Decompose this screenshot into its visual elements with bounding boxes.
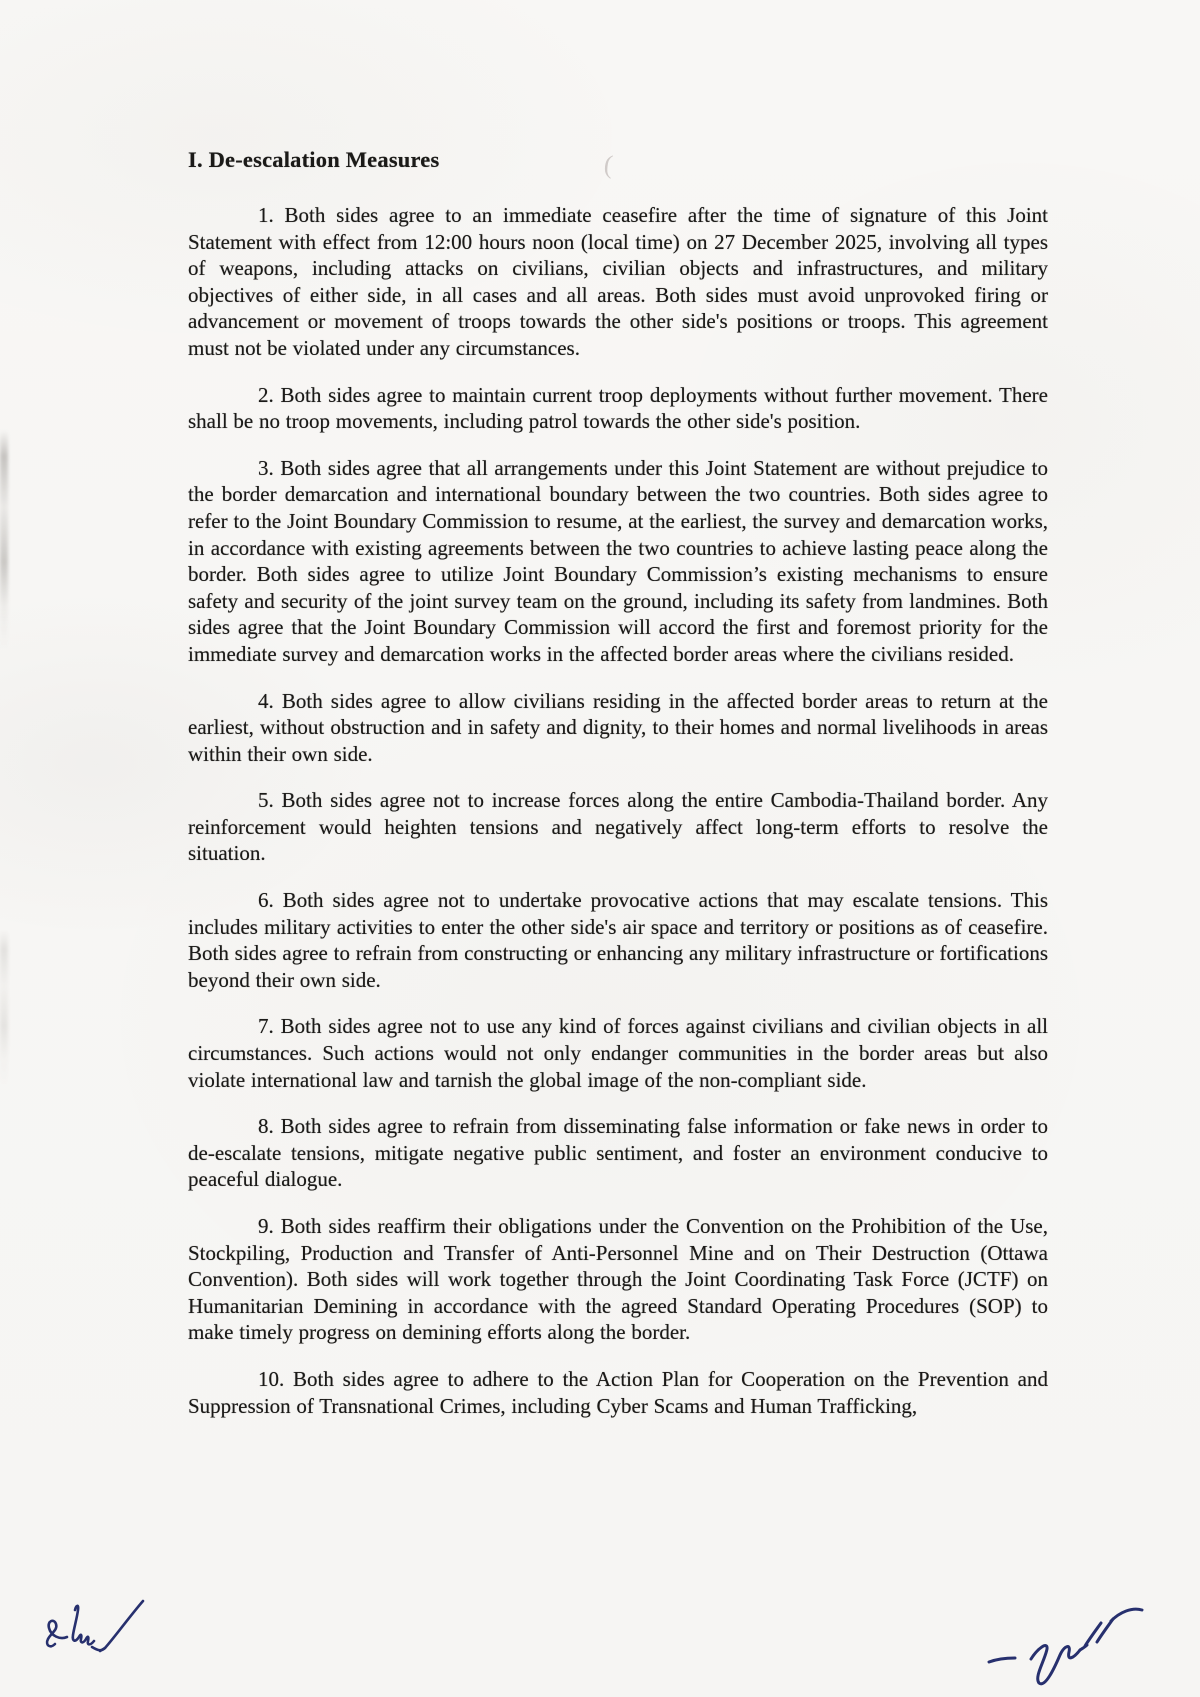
paragraph-4: 4. Both sides agree to allow civilians residing in the affected border areas to return at the earliest, without obstruction and in safety and dignity, to their homes and normal livelihoods in areas within their own side. [188, 688, 1048, 766]
paragraph-8: 8. Both sides agree to refrain from disseminating false information or fake news in order to de-escalate tensions, mitigate negative public sentiment, and foster an environment conducive to peaceful dialogue. [188, 1114, 1048, 1192]
section-heading: I. De-escalation Measures [188, 147, 440, 172]
scan-edge-smudge [0, 430, 8, 650]
signature-initials-right [984, 1596, 1149, 1694]
scan-edge-smudge [0, 930, 8, 1090]
document-text-block [188, 147, 1048, 1439]
signature-initials-left [42, 1594, 157, 1664]
paragraph-1: 1. Both sides agree to an immediate ceasefire after the time of signature of this Joint Statement with effect from 12:00 hours noon (local time) on 27 December 2025, involving all types of weapons, including attacks on civilians, civilian objects and infrastructures, and military objectives of either side, in all cases and all areas. Both sides must avoid unprovoked firing or advancement or movement of troops towards the other side's positions or troops. This agreement must not be violated under any circumstances. [188, 203, 1048, 360]
paragraph-9: 9. Both sides reaffirm their obligations under the Convention on the Prohibition of the Use, Stockpiling, Production and Transfer of Anti-Personnel Mine and on Their Destruction (Ottawa Convention). Both sides will work together through the Joint Coordinating Task Force (JCTF) on Humanitarian Demining in accordance with the agreed Standard Operating Procedures (SOP) to make timely progress on demining efforts along the border. [188, 1214, 1048, 1345]
pen-stroke-icon [989, 1609, 1142, 1684]
paragraph-6: 6. Both sides agree not to undertake provocative actions that may escalate tensions. This includes military activities to enter the other side's air space and territory or positions as of ceasefire. Both sides agree to refrain from constructing or enhancing any military infrastructure or fortifications beyond their own side. [188, 888, 1048, 992]
paragraph-2: 2. Both sides agree to maintain current troop deployments without further movement. There shall be no troop movements, including patrol towards the other side's position. [188, 382, 1048, 434]
paragraph-10: 10. Both sides agree to adhere to the Action Plan for Cooperation on the Prevention and Suppression of Transnational Crimes, including Cyber Scams and Human Trafficking, [188, 1366, 1048, 1418]
paragraph-7: 7. Both sides agree not to use any kind of forces against civilians and civilian objects in all circumstances. Such actions would not only endanger communities in the border areas but also violate international law and tarnish the global image of the non-compliant side. [188, 1014, 1048, 1092]
paragraph-5: 5. Both sides agree not to increase forces along the entire Cambodia-Thailand border. Any reinforcement would heighten tensions and negatively affect long-term efforts to resolve the situation. [188, 788, 1048, 866]
pen-stroke-icon [47, 1601, 143, 1651]
paragraph-3: 3. Both sides agree that all arrangements under this Joint Statement are without prejudice to the border demarcation and international boundary between the two countries. Both sides agree to refer to the Joint Boundary Commission to resume, at the earliest, the survey and demarcation works, in accordance with existing agreements between the two countries to achieve lasting peace along the border. Both sides agree to utilize Joint Boundary Commission’s existing mechanisms to ensure safety and security of the joint survey team on the ground, including its safety from landmines. Both sides agree that the Joint Boundary Commission will accord the first and foremost priority for the immediate survey and demarcation works in the affected border areas where the civilians resided. [188, 455, 1048, 666]
scan-artifact-mark: ( [602, 149, 615, 180]
